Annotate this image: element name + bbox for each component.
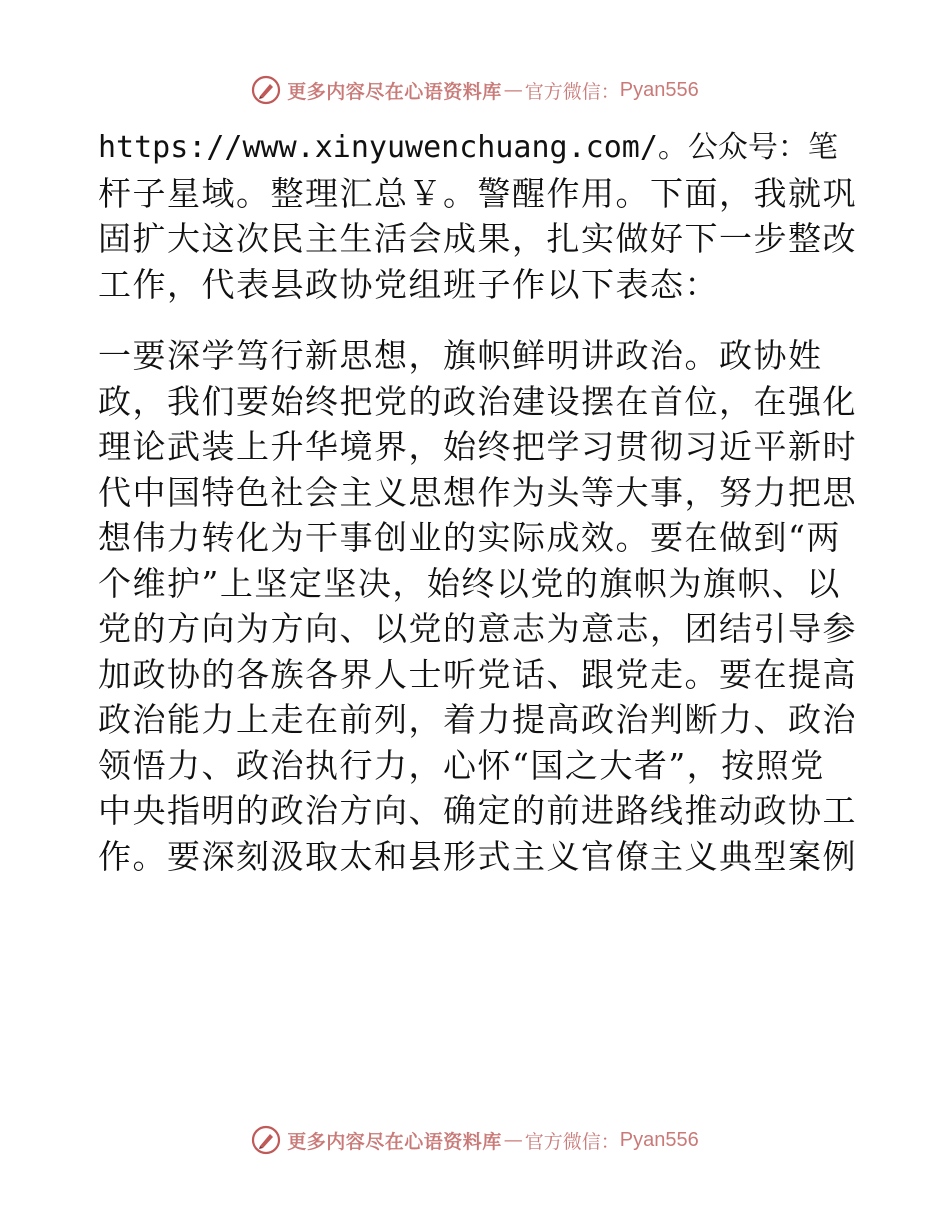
text-line: 中央指明的政治方向、确定的前进路线推动政协工 [98, 791, 857, 830]
footer-banner [0, 1120, 950, 1160]
text-line: 想伟力转化为干事创业的实际成效。要在做到“两 [98, 518, 841, 557]
text-line: 政治能力上走在前列，着力提高政治判断力、政治 [98, 700, 857, 739]
header-site-name: 更多内容尽在心语资料库 [287, 80, 502, 103]
header-wechat-id: Pyan556 [619, 78, 699, 101]
text-line: 政，我们要始终把党的政治建设摆在首位，在强化 [98, 381, 857, 421]
pen-logo-icon [251, 75, 281, 105]
pen-logo-icon [251, 1125, 281, 1155]
text-line: 理论武装上升华境界，始终把学习贯彻习近平新时 [98, 427, 857, 466]
paragraph-intro [98, 125, 858, 307]
text-line: 党的方向为方向、以党的意志为意志，团结引导参 [98, 609, 857, 648]
document-body [98, 125, 858, 879]
footer-dash: — [503, 1129, 523, 1151]
text-line: 加政协的各族各界人士听党话、跟党走。要在提高 [98, 654, 857, 694]
text-line: 工作，代表县政协党组班子作以下表态： [98, 264, 719, 304]
text-line: 一要深学笃行新思想，旗帜鲜明讲政治。政协姓 [98, 336, 823, 375]
text-line: 个维护”上坚定坚决，始终以党的旗帜为旗帜、以 [98, 563, 841, 603]
text-line: 杆子星域。整理汇总￥。警醒作用。下面，我就巩 [98, 173, 857, 213]
text-line: https://www.xinyuwenchuang.com/。公众号：笔 [98, 130, 838, 165]
header-wechat-label: 官方微信： [524, 80, 620, 103]
text-line: 代中国特色社会主义思想作为头等大事，努力把思 [98, 472, 857, 512]
footer-site-name: 更多内容尽在心语资料库 [287, 1130, 502, 1153]
footer-wechat-label: 官方微信： [524, 1130, 620, 1153]
text-line: 领悟力、政治执行力，心怀“国之大者”，按照党 [98, 745, 825, 785]
paragraph-first-point [98, 333, 858, 879]
text-line: 作。要深刻汲取太和县形式主义官僚主义典型案例 [98, 836, 857, 876]
header-dash: — [503, 79, 523, 101]
footer-wechat-id: Pyan556 [619, 1128, 699, 1151]
header-banner [0, 70, 950, 110]
text-line: 固扩大这次民主生活会成果，扎实做好下一步整改 [98, 219, 857, 258]
